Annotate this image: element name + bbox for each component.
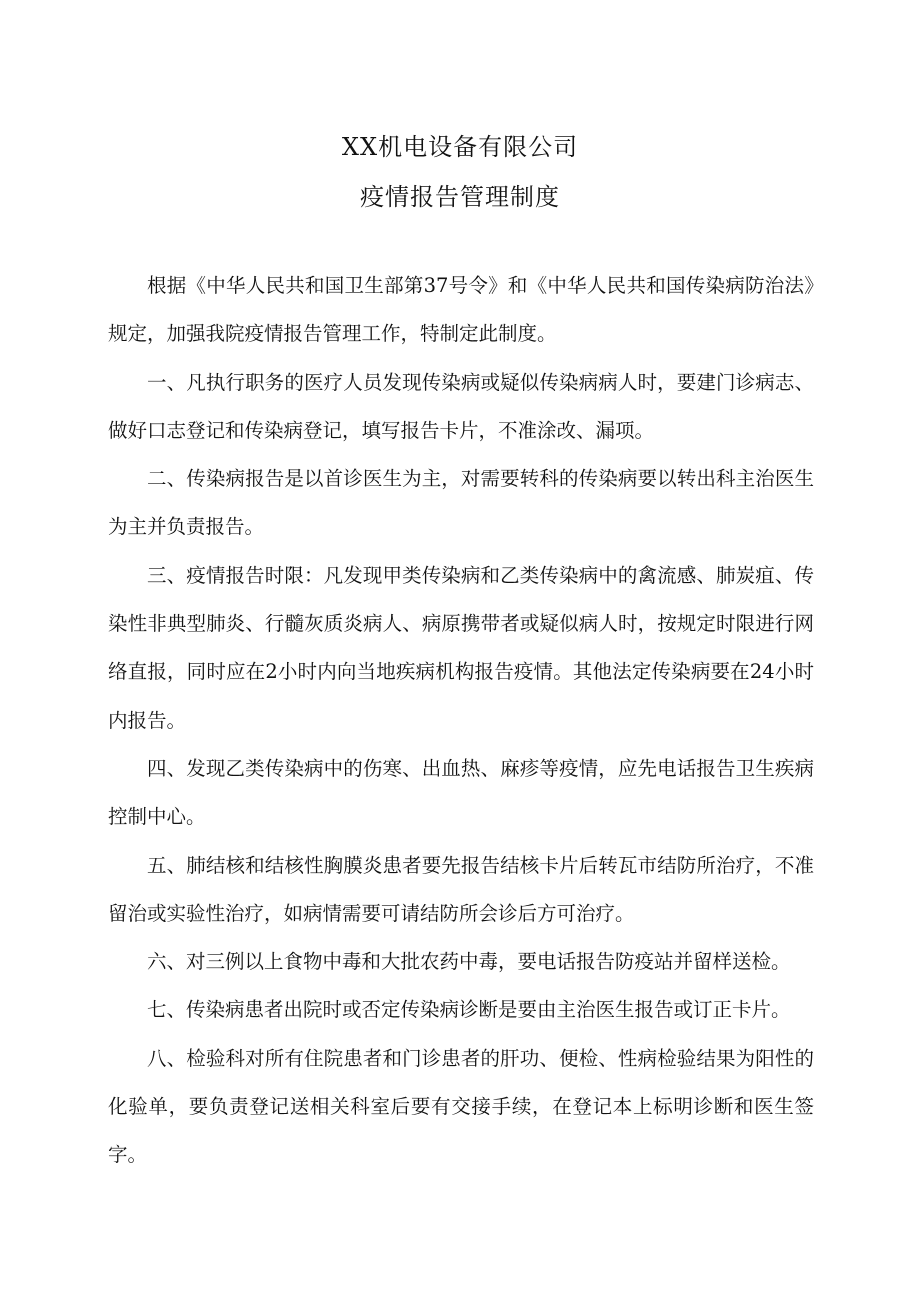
paragraph-item-7: 七、传染病患者出院时或否定传染病诊断是要由主治医生报告或订正卡片。 [147, 998, 791, 1022]
paragraph-item-5: 五、肺结核和结核性胸膜炎患者要先报告结核卡片后转瓦市结防所治疗，不准留治或实验性治疗，如病情需要可请结防所会诊后方可治疗。 [108, 853, 814, 925]
company-title: XX机电设备有限公司 [341, 133, 579, 161]
paragraph-item-2: 二、传染病报告是以首诊医生为主，对需要转科的传染病要以转出科主治医生为主并负责报告。 [108, 467, 814, 539]
paragraph-item-8: 八、检验科对所有住院患者和门诊患者的肝功、便检、性病检验结果为阳性的化验单，要负责登记送相关科室后要有交接手续，在登记本上标明诊断和医生签字。 [108, 1046, 814, 1167]
title-block [0, 122, 920, 222]
paragraph-item-1: 一、凡执行职务的医疗人员发现传染病或疑似传染病病人时，要建门诊病志、做好口志登记和传染病登记，填写报告卡片，不准涂改、漏项。 [108, 370, 814, 442]
paragraph-item-4: 四、发现乙类传染病中的伤寒、出血热、麻疹等疫情，应先电话报告卫生疾病控制中心。 [108, 756, 814, 829]
document-body [108, 262, 814, 1180]
paragraph-item-3: 三、疫情报告时限：凡发现甲类传染病和乙类传染病中的禽流感、肺炭疽、传染性非典型肺炎、行髓灰质炎病人、病原携带者或疑似病人时，按规定时限进行网络直报，同时应在2小时内向当地疾病机构报告疫情。其他法定传染病要在24小时内报告。 [108, 563, 814, 732]
paragraph-item-6: 六、对三例以上食物中毒和大批农药中毒，要电话报告防疫站并留样送检。 [147, 950, 791, 974]
paragraph-intro: 根据《中华人民共和国卫生部第37号令》和《中华人民共和国传染病防治法》规定，加强我院疫情报告管理工作，特制定此制度。 [108, 274, 814, 346]
document-title: 疫情报告管理制度 [360, 183, 560, 211]
